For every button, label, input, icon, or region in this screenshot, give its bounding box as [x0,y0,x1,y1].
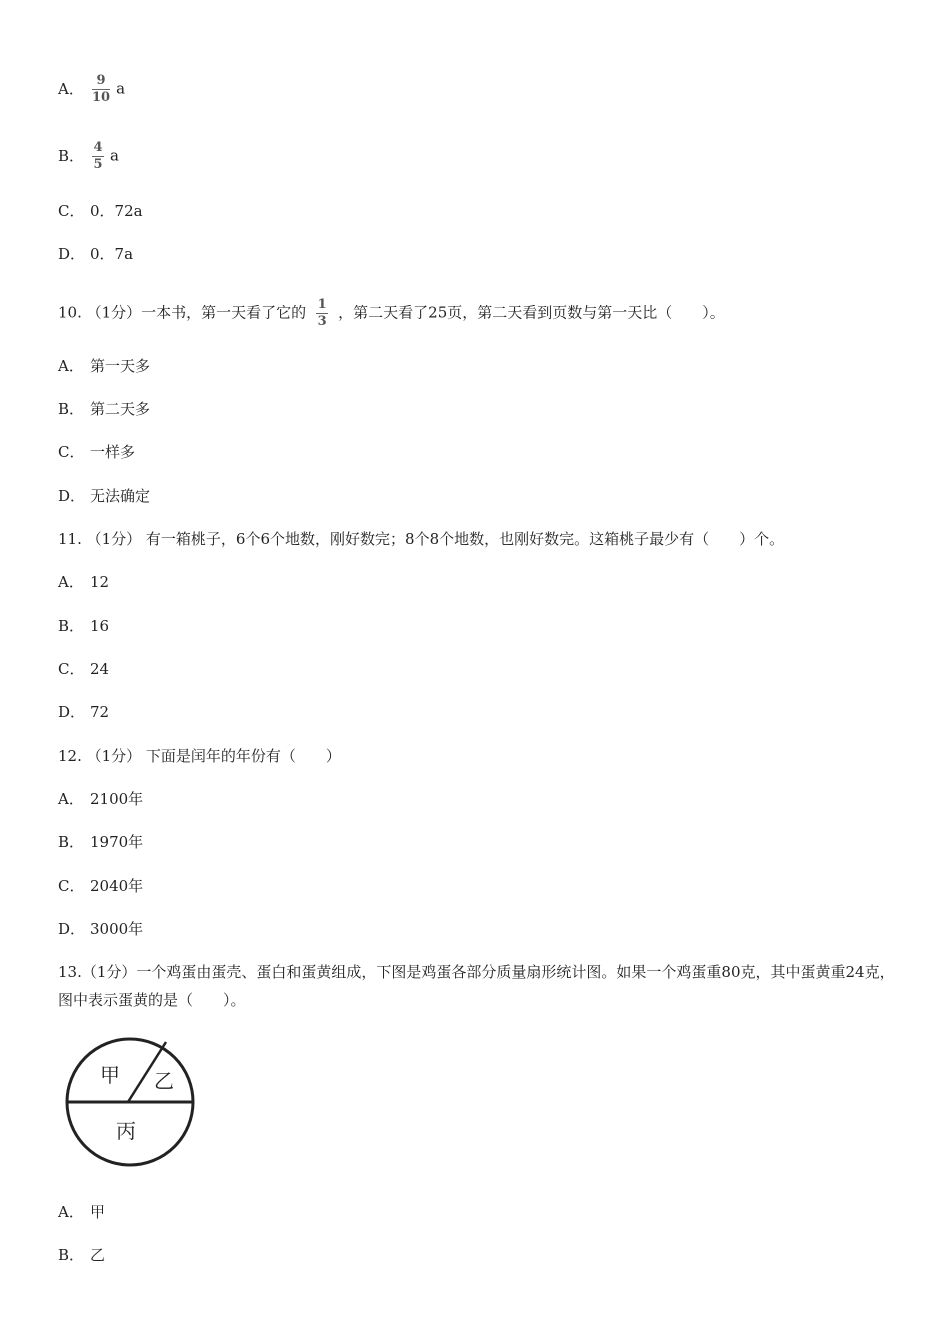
question-prefix: 10. （1分）一本书，第一天看了它的 [58,303,307,322]
q10-option-c[interactable] [58,442,135,462]
fraction-denominator: 10 [92,90,111,105]
option-text: 3000年 [90,920,144,938]
option-letter: C． [58,443,85,461]
option-text: 2100年 [90,790,144,808]
option-letter: D． [58,703,86,721]
option-letter: C． [58,202,85,220]
q9-option-d[interactable] [58,244,133,264]
option-text: 24 [90,660,110,678]
option-letter: C． [58,660,85,678]
option-text: 乙 [90,1246,106,1264]
q11-option-c[interactable] [58,659,109,679]
option-letter: A． [58,1203,84,1221]
q11-question: 11. （1分） 有一箱桃子，6个6个地数，刚好数完；8个8个地数，也刚好数完。这箱桃子最少有（ ）个。 [58,530,785,548]
q9-option-a[interactable] [58,74,125,105]
option-text: 一样多 [90,443,136,461]
fraction-denominator: 3 [317,314,327,329]
fraction [92,74,110,105]
option-text: 12 [90,573,110,591]
q13-option-b[interactable] [58,1245,105,1265]
q12-option-d[interactable] [58,919,143,939]
pie-label-jia: 甲 [100,1063,120,1087]
fraction [316,298,328,329]
option-letter: D． [58,920,86,938]
option-text: 72 [90,703,110,721]
option-letter: D． [58,245,86,263]
option-suffix: a [110,146,119,165]
option-letter: B． [58,617,85,635]
option-letter: B． [58,833,85,851]
option-letter: B． [58,1246,85,1264]
fraction-numerator: 9 [96,73,106,88]
option-text: 第一天多 [90,357,151,375]
fraction-numerator: 4 [93,140,103,155]
q13-option-a[interactable] [58,1202,105,1222]
q10-option-a[interactable] [58,356,150,376]
egg-pie-chart [62,1034,202,1174]
option-suffix: a [116,79,126,98]
option-letter: A． [58,79,84,98]
fraction [92,141,104,172]
pie-label-bing: 丙 [116,1119,136,1143]
option-letter: B． [58,146,85,165]
option-text: 甲 [90,1203,106,1221]
q12-option-c[interactable] [58,876,143,896]
option-text: 0．7a [90,245,134,263]
fraction-denominator: 5 [93,157,103,172]
q11-option-b[interactable] [58,616,109,636]
option-text: 无法确定 [90,487,151,505]
option-text: 0．72a [90,202,143,220]
q12-question: 12. （1分） 下面是闰年的年份有（ ） [58,747,341,765]
option-letter: A． [58,357,84,375]
option-text: 1970年 [90,833,144,851]
option-text: 2040年 [90,877,144,895]
option-letter: B． [58,400,85,418]
q10-option-b[interactable] [58,399,150,419]
q11-option-a[interactable] [58,572,109,592]
option-letter: A． [58,790,84,808]
fraction-numerator: 1 [317,297,327,312]
q12-option-b[interactable] [58,832,143,852]
q13-question: 13.（1分）一个鸡蛋由蛋壳、蛋白和蛋黄组成，下图是鸡蛋各部分质量扇形统计图。如果一个鸡蛋重80克，其中蛋黄重24克，图中表示蛋黄的是（ ）。 [58,963,895,1009]
option-text: 16 [90,617,110,635]
q12-option-a[interactable] [58,789,143,809]
option-letter: D． [58,487,86,505]
option-letter: A． [58,573,84,591]
option-letter: C． [58,877,85,895]
q9-option-b[interactable] [58,141,119,172]
pie-label-yi: 乙 [154,1069,174,1093]
option-text: 第二天多 [90,400,151,418]
q10-question [58,298,725,329]
question-suffix: ，第二天看了25页，第二天看到页数与第一天比（ ）。 [338,303,725,322]
q11-option-d[interactable] [58,702,109,722]
q9-option-c[interactable] [58,201,143,221]
q10-option-d[interactable] [58,486,150,506]
